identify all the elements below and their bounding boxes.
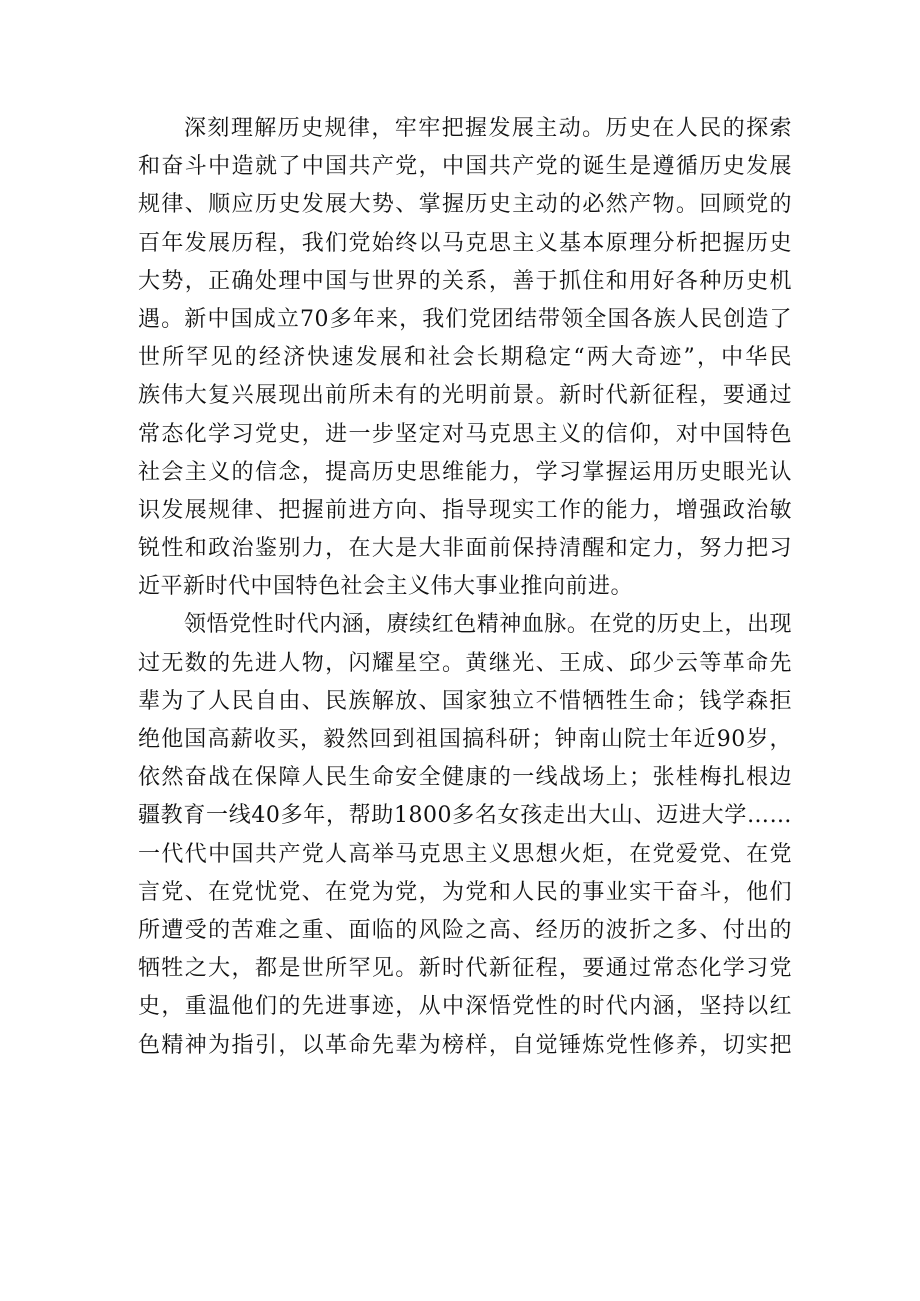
paragraph-line: 所遭受的苦难之重、面临的风险之高、经历的波折之多、付出的 (138, 917, 792, 943)
paragraph-line: 锐性和政治鉴别力，在大是大非面前保持清醒和定力，努力把习 (138, 536, 792, 562)
paragraph-line: 色精神为指引，以革命先辈为榜样，自觉锤炼党性修养，切实把 (138, 1032, 792, 1058)
paragraph-line: 言党、在党忧党、在党为党，为党和人民的事业实干奋斗，他们 (138, 879, 792, 905)
paragraph-line: 一代代中国共产党人高举马克思主义思想火炬，在党爱党、在党 (138, 841, 792, 867)
paragraph-line: 史，重温他们的先进事迹，从中深悟党性的时代内涵，坚持以红 (138, 994, 792, 1020)
paragraph-line: 常态化学习党史，进一步坚定对马克思主义的信仰，对中国特色 (138, 421, 792, 447)
paragraph-1 (138, 110, 792, 606)
paragraph-2 (138, 606, 792, 1064)
paragraph-line: 绝他国高薪收买，毅然回到祖国搞科研；钟南山院士年近90岁， (138, 727, 792, 752)
paragraph-line: 百年发展历程，我们党始终以马克思主义基本原理分析把握历史 (138, 230, 792, 256)
paragraph-line: 世所罕见的经济快速发展和社会长期稳定“两大奇迹”，中华民 (138, 345, 792, 371)
document-page (138, 110, 792, 1065)
paragraph-line: 族伟大复兴展现出前所未有的光明前景。新时代新征程，要通过 (138, 383, 792, 409)
paragraph-line: 近平新时代中国特色社会主义伟大事业推向前进。 (138, 574, 634, 600)
paragraph-line: 识发展规律、把握前进方向、指导现实工作的能力，增强政治敏 (138, 497, 792, 523)
paragraph-line: 疆教育一线40多年，帮助1800多名女孩走出大山、迈进大学…… (138, 803, 792, 829)
paragraph-line: 遇。新中国成立70多年来，我们党团结带领全国各族人民创造了 (138, 306, 792, 332)
paragraph-line: 领悟党性时代内涵，赓续红色精神血脉。在党的历史上，出现 (184, 612, 792, 638)
paragraph-line: 大势，正确处理中国与世界的关系，善于抓住和用好各种历史机 (138, 268, 792, 294)
paragraph-line: 和奋斗中造就了中国共产党，中国共产党的诞生是遵循历史发展 (138, 154, 792, 180)
paragraph-line: 牺牲之大，都是世所罕见。新时代新征程，要通过常态化学习党 (138, 956, 792, 982)
paragraph-line: 深刻理解历史规律，牢牢把握发展主动。历史在人民的探索 (184, 116, 792, 141)
paragraph-line: 辈为了人民自由、民族解放、国家独立不惜牺牲生命；钱学森拒 (138, 688, 792, 714)
paragraph-line: 依然奋战在保障人民生命安全健康的一线战场上；张桂梅扎根边 (138, 765, 792, 791)
paragraph-line: 规律、顺应历史发展大势、掌握历史主动的必然产物。回顾党的 (138, 192, 792, 218)
paragraph-line: 社会主义的信念，提高历史思维能力，学习掌握运用历史眼光认 (138, 459, 792, 485)
paragraph-line: 过无数的先进人物，闪耀星空。黄继光、王成、邱少云等革命先 (138, 650, 792, 676)
